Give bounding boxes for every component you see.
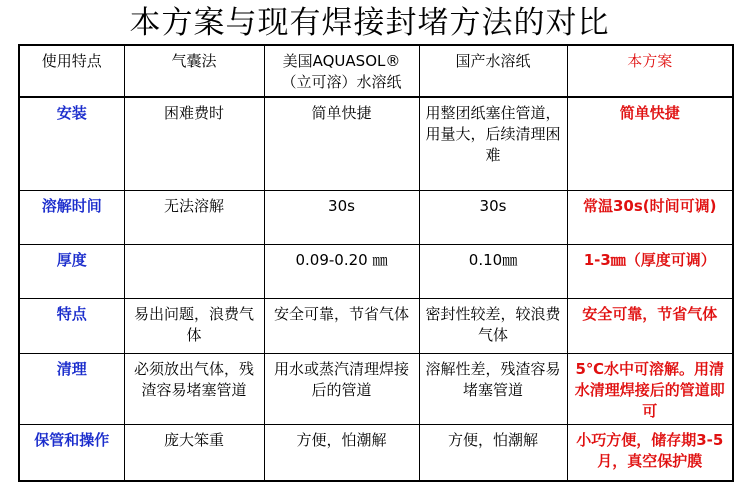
table-cell: 方便，怕潮解 xyxy=(419,424,567,481)
table-row xyxy=(19,424,733,481)
table-cell: 用整团纸塞住管道，用量大，后续清理困难 xyxy=(419,97,567,190)
table-cell: 困难费时 xyxy=(124,97,264,190)
row-label: 安装 xyxy=(19,97,124,190)
table-cell: 1-3㎜（厚度可调） xyxy=(567,244,733,298)
table-cell: 溶解性差，残渣容易堵塞管道 xyxy=(419,353,567,424)
header-domestic-paper: 国产水溶纸 xyxy=(419,45,567,97)
table-cell: 小巧方便，储存期3-5月，真空保护膜 xyxy=(567,424,733,481)
table-header-row xyxy=(19,45,733,97)
row-label: 清理 xyxy=(19,353,124,424)
header-feature: 使用特点 xyxy=(19,45,124,97)
comparison-table xyxy=(18,44,734,482)
table-row xyxy=(19,190,733,244)
table-cell: 0.09-0.20 ㎜ xyxy=(264,244,419,298)
table-cell: 方便，怕潮解 xyxy=(264,424,419,481)
table-row xyxy=(19,353,733,424)
table-cell xyxy=(124,244,264,298)
table-cell: 0.10㎜ xyxy=(419,244,567,298)
table-row xyxy=(19,298,733,353)
table-cell: 30s xyxy=(264,190,419,244)
table-cell: 用水或蒸汽清理焊接后的管道 xyxy=(264,353,419,424)
table-cell: 5℃水中可溶解。用清水清理焊接后的管道即可 xyxy=(567,353,733,424)
row-label: 特点 xyxy=(19,298,124,353)
table-cell: 必须放出气体，残渣容易堵塞管道 xyxy=(124,353,264,424)
row-label: 溶解时间 xyxy=(19,190,124,244)
table-cell: 常温30s(时间可调) xyxy=(567,190,733,244)
row-label: 保管和操作 xyxy=(19,424,124,481)
header-this-solution: 本方案 xyxy=(567,45,733,97)
row-label: 厚度 xyxy=(19,244,124,298)
table-cell: 无法溶解 xyxy=(124,190,264,244)
table-cell: 密封性较差，较浪费气体 xyxy=(419,298,567,353)
header-aquasol: 美国AQUASOL®（立可溶）水溶纸 xyxy=(264,45,419,97)
table-cell: 安全可靠，节省气体 xyxy=(567,298,733,353)
table-row xyxy=(19,244,733,298)
table-cell: 易出问题，浪费气体 xyxy=(124,298,264,353)
table-cell: 安全可靠，节省气体 xyxy=(264,298,419,353)
page-title: 本方案与现有焊接封堵方法的对比 xyxy=(129,5,610,41)
table-cell: 简单快捷 xyxy=(567,97,733,190)
table-row xyxy=(19,97,733,190)
table-cell: 30s xyxy=(419,190,567,244)
table-cell: 庞大笨重 xyxy=(124,424,264,481)
header-airbag: 气囊法 xyxy=(124,45,264,97)
table-cell: 简单快捷 xyxy=(264,97,419,190)
